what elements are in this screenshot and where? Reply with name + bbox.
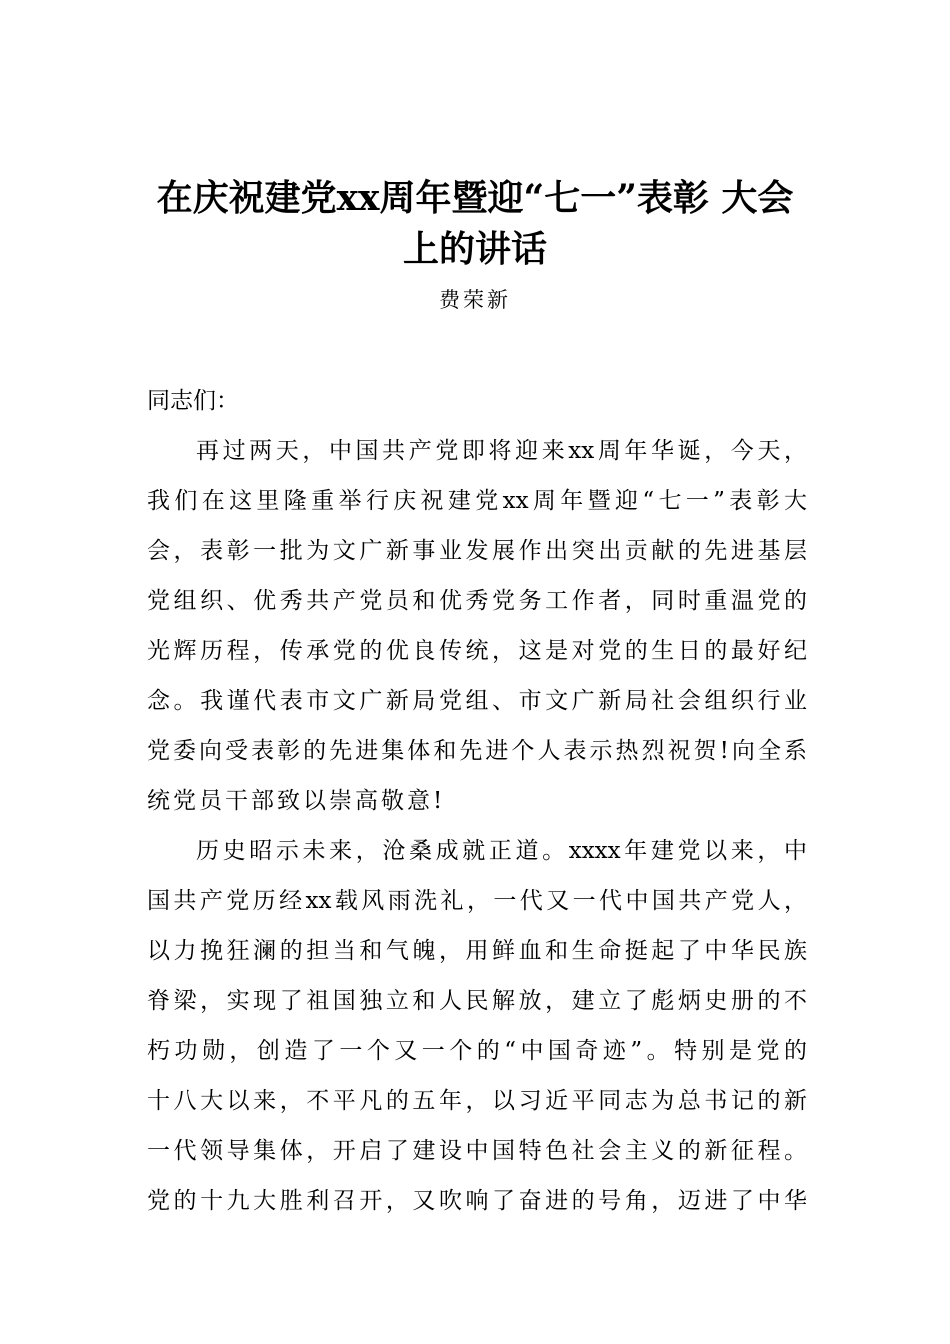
paragraph-1-line: 会，表彰一批为文广新事业发展作出突出贡献的先进基层 <box>147 538 807 564</box>
paragraph-2-line: 一代领导集体，开启了建设中国特色社会主义的新征程。 <box>147 1138 807 1164</box>
paragraph-1-line: 统党员干部致以崇高敬意! <box>147 788 446 814</box>
paragraph-1-line: 再过两天，中国共产党即将迎来xx周年华诞，今天， <box>196 438 807 464</box>
paragraph-1-line: 光辉历程，传承党的优良传统，这是对党的生日的最好纪 <box>147 638 807 664</box>
paragraph-1-line: 党委向受表彰的先进集体和先进个人表示热烈祝贺!向全系 <box>147 738 807 764</box>
paragraph-2-line: 以力挽狂澜的担当和气魄，用鲜血和生命挺起了中华民族 <box>147 938 807 964</box>
salutation: 同志们： <box>147 388 239 414</box>
paragraph-2-line: 脊梁，实现了祖国独立和人民解放，建立了彪炳史册的不 <box>147 988 807 1014</box>
paragraph-2-line: 历史昭示未来，沧桑成就正道。xxxx年建党以来，中 <box>196 838 807 864</box>
paragraph-2-line: 国共产党历经xx载风雨洗礼，一代又一代中国共产党人， <box>147 888 807 914</box>
paragraph-1-line: 我们在这里隆重举行庆祝建党xx周年暨迎“七一”表彰大 <box>147 488 807 514</box>
paragraph-1-line: 党组织、优秀共产党员和优秀党务工作者，同时重温党的 <box>147 588 807 614</box>
paragraph-2-line: 党的十九大胜利召开，又吹响了奋进的号角，迈进了中华 <box>147 1188 807 1214</box>
document-title-line-1: 在庆祝建党xx周年暨迎“七一”表彰 大会 <box>156 177 794 219</box>
author-name: 费荣新 <box>439 288 511 312</box>
paragraph-2-line: 十八大以来，不平凡的五年，以习近平同志为总书记的新 <box>147 1088 807 1114</box>
document-title-line-2: 上的讲话 <box>402 228 547 270</box>
paragraph-2-line: 朽功勋，创造了一个又一个的“中国奇迹”。特别是党的 <box>147 1038 807 1064</box>
paragraph-1-line: 念。我谨代表市文广新局党组、市文广新局社会组织行业 <box>147 688 807 714</box>
